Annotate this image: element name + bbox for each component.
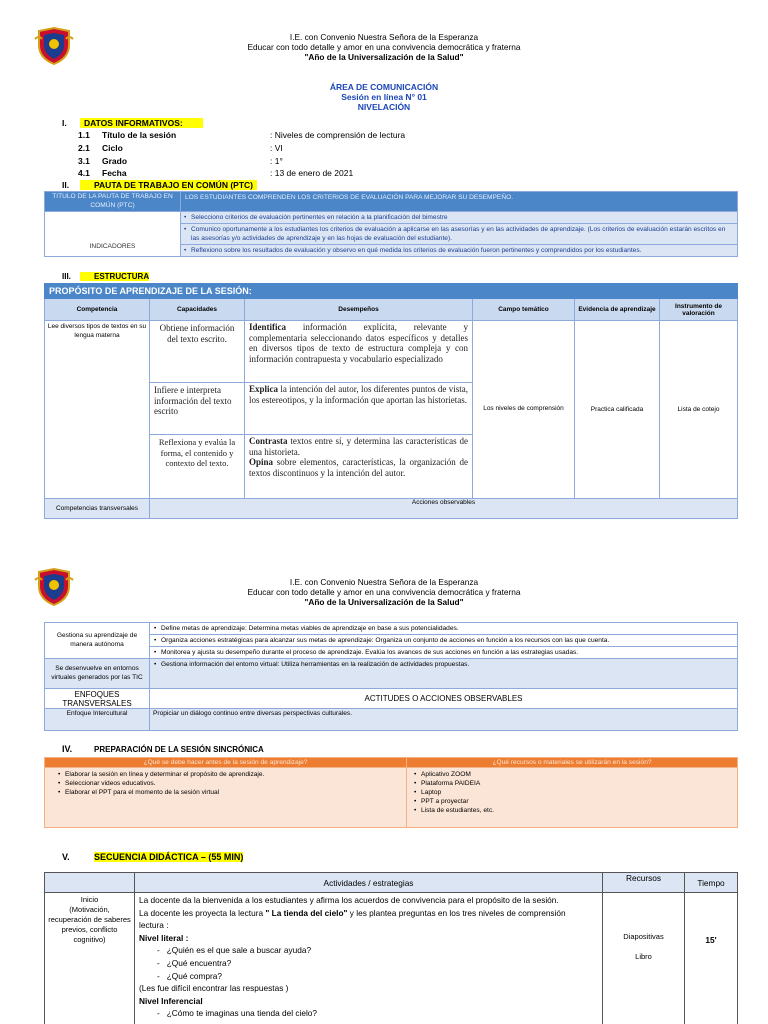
question-text: ¿Quién es el que sale a buscar ayuda? [166, 945, 312, 956]
section-5-heading [62, 852, 243, 862]
competencia-cell: Lee diversos tipos de textos en su lengua materna [45, 321, 150, 499]
desempeno-verb: Opina [249, 457, 274, 467]
indicator-item [181, 224, 738, 245]
literal-question: - ¿Qué encuentra? [157, 957, 232, 968]
prep-before-item: • Elaborar el PPT para el momento de la sesión virtual [57, 788, 394, 797]
desempeno-cell [245, 321, 473, 383]
indicator-item [181, 212, 738, 224]
transversal-item [150, 659, 738, 689]
school-name: I.E. con Convenio Nuestra Señora de la Esperanza [289, 32, 479, 42]
col-evidencia: Evidencia de aprendizaje [575, 299, 660, 321]
info-value: : 13 de enero de 2021 [270, 168, 354, 178]
transversales-label: Competencias transversales [45, 499, 150, 519]
prep-resource-item: • PPT a proyectar [413, 797, 731, 806]
page-2 [0, 560, 768, 1024]
question-text: ¿Qué encuentra? [166, 957, 232, 968]
desempeno-cell [245, 435, 473, 499]
school-motto: Educar con todo detalle y amor en una convivencia democrática y fraterna [247, 42, 521, 52]
activity-line: lectura : [139, 920, 169, 931]
resource-item: Diapositivas [623, 932, 664, 941]
col-capacidades: Capacidades [150, 299, 245, 321]
phase-description: (Motivación, recuperación de saberes previos, conflicto cognitivo) [48, 905, 131, 944]
info-label: Grado [102, 156, 128, 166]
reading-title: " La tienda del cielo" [265, 907, 348, 918]
indicator-text: • Selecciono criterios de evaluación pertinentes en relación a la planificación del bimestre [183, 213, 735, 222]
area-title: ÁREA DE COMUNICACIÓN [329, 82, 439, 92]
transversal-item [150, 623, 738, 635]
transversal-text: • Gestiona información del entorno virtual: Utiliza herramientas en la realización de actividades propuestas. [153, 660, 734, 669]
desempeno-text: información explícita, relevante y complementaria seleccionando datos específicos y detalles en diversos tipos de texto de estructura compleja y con información contrapuesta y vocabulario especializado [249, 322, 468, 364]
activity-line [139, 907, 598, 920]
seq-resources-cell [603, 893, 685, 1024]
prep-resources-list [407, 768, 738, 828]
activity-text: y les plantea preguntas en los tres niveles de comprensión [347, 907, 566, 918]
question-text: ¿Qué compra? [166, 970, 223, 981]
session-number: Sesión en línea N° 01 [341, 92, 427, 102]
prep-col-resources: ¿Qué recursos o materiales se utilizarán en la sesión? [407, 758, 738, 768]
prep-before-list [45, 768, 407, 828]
resource-item: Libro [635, 952, 652, 961]
seq-time-cell: 15' [685, 893, 738, 1024]
prep-resource-item: • Aplicativo ZOOM [413, 770, 731, 779]
indicator-text: • Reflexiono sobre los resultados de evaluación y observo en qué medida los criterios de evaluación fueron pertinentes y comprendidos por los estudiantes. [183, 246, 735, 255]
info-value: : Niveles de comprensión de lectura [270, 130, 406, 140]
year-name: "Año de la Universalización de la Salud" [304, 597, 464, 607]
school-header [0, 32, 768, 62]
info-value: : VI [270, 143, 283, 153]
info-num: 3.1 [78, 156, 90, 166]
literal-question: - ¿Qué compra? [157, 970, 223, 981]
seq-col-phase [45, 873, 135, 893]
info-value: : 1° [270, 156, 283, 166]
prep-col-before: ¿Qué se debe hacer antes de la sesión de aprendizaje? [45, 758, 407, 768]
section-5-title: SECUENCIA DIDÁCTICA – (55 MIN) [94, 852, 244, 862]
level-literal: Nivel literal : [139, 932, 189, 943]
actitudes-label: ACTITUDES O ACCIONES OBSERVABLES [150, 689, 738, 709]
seq-phase-cell [45, 893, 135, 1024]
section-4-number: IV. [62, 744, 73, 754]
inferential-question: - ¿Cómo te imaginas una tienda del cielo? [157, 1008, 318, 1019]
enfoque-name: Enfoque Intercultural [45, 709, 150, 731]
info-label: Título de la sesión [102, 130, 177, 140]
capacidad-cell: Reflexiona y evalúa la forma, el contenido y contexto del texto. [150, 435, 245, 499]
transversal-item [150, 647, 738, 659]
section-3-number: III. [62, 272, 71, 281]
ptc-table [44, 191, 738, 257]
activity-note: (Les fue difícil encontrar las respuestas ) [139, 983, 289, 994]
col-instrumento: Instrumento de valoración [660, 299, 738, 321]
prep-before-item: • Seleccionar videos educativos. [57, 779, 394, 788]
col-campo: Campo temático [473, 299, 575, 321]
desempeno-text: la intención del autor, los diferentes puntos de vista, los estereotipos, y la información que aportan las historietas. [249, 384, 468, 405]
seq-activities-cell [135, 893, 603, 1024]
section-3-title: ESTRUCTURA [80, 272, 149, 281]
info-num: 1.1 [78, 130, 90, 140]
purpose-table [44, 283, 738, 519]
campo-cell: Los niveles de comprensión [473, 321, 575, 499]
section-2-heading [62, 180, 257, 190]
ptc-title-label: TITULO DE LA PAUTA DE TRABAJO EN COMÚN (PTC) [45, 192, 181, 212]
info-num: 4.1 [78, 168, 90, 178]
literal-question: - ¿Quién es el que sale a buscar ayuda? [157, 945, 312, 956]
acciones-label: Acciones observables [150, 499, 738, 519]
enfoques-label: ENFOQUES TRANSVERSALES [45, 689, 150, 709]
enfoque-text: Propiciar un diálogo continuo entre diversas perspectivas culturales. [150, 709, 738, 731]
school-header [0, 577, 768, 607]
capacidad-cell: Obtiene información del texto escrito. [150, 321, 245, 383]
indicators-label: INDICADORES [45, 212, 181, 257]
purpose-table-title: PROPÓSITO DE APRENDIZAJE DE LA SESIÓN: [45, 284, 738, 299]
info-label: Ciclo [102, 143, 123, 153]
info-label: Fecha [102, 168, 127, 178]
question-text: ¿Cómo te imaginas una tienda del cielo? [166, 1008, 318, 1019]
desempeno-verb: Identifica [249, 322, 286, 332]
section-1-title: DATOS INFORMATIVOS: [80, 118, 203, 128]
area-heading [0, 82, 768, 112]
desempeno-verb: Contrasta [249, 436, 288, 446]
seq-col-activities: Actividades / estrategias [135, 873, 603, 893]
desempeno-text: textos entre sí, y determina las características de una historieta. [249, 436, 468, 457]
info-num: 2.1 [78, 143, 90, 153]
transversal-text: • Organiza acciones estratégicas para alcanzar sus metas de aprendizaje: Organiza un conjunto de acciones en función a los recursos con las que cuenta. [153, 636, 734, 645]
section-2-title: PAUTA DE TRABAJO EN COMÚN (PTC) [80, 180, 257, 190]
indicator-item [181, 245, 738, 257]
seq-col-resources: Recursos [603, 873, 685, 893]
prep-resource-item: • Plataforma PAIDEIA [413, 779, 731, 788]
preparation-table [44, 757, 738, 828]
transversal-table [44, 622, 738, 731]
session-level: NIVELACIÓN [357, 102, 411, 112]
capacidad-cell: Infiere e interpreta información del texto escrito [150, 383, 245, 435]
desempeno-text: sobre elementos, características, la organización de textos discontinuos y la intención del autor. [249, 457, 468, 478]
prep-resource-item: • Laptop [413, 788, 731, 797]
desempeno-cell [245, 383, 473, 435]
level-inferential: Nivel Inferencial [139, 995, 203, 1006]
transversal-item [150, 635, 738, 647]
col-competencia: Competencia [45, 299, 150, 321]
desempeno-verb: Explica [249, 384, 279, 394]
evidencia-cell: Practica calificada [575, 321, 660, 499]
transversal-text: • Monitorea y ajusta su desempeño durante el proceso de aprendizaje. Evalúa los avances de sus acciones en función a las estrategias usadas. [153, 648, 734, 657]
section-5-number: V. [62, 852, 70, 862]
prep-resource-item: • Lista de estudiantes, etc. [413, 806, 731, 815]
activity-line: La docente da la bienvenida a los estudiantes y afirma los acuerdos de convivencia para el propósito de la sesión. [139, 895, 559, 905]
indicator-text: • Comunico oportunamente a los estudiantes los criterios de evaluación a aplicarse en las asesorías y en las actividades de aprendizaje. (Los criterios de evaluación estarán escritos en las asesorías y/o actividades de aprendizaje y en las hojas de evaluación del estudiante). [183, 225, 735, 243]
school-name: I.E. con Convenio Nuestra Señora de la Esperanza [289, 577, 479, 587]
activity-text: La docente les proyecta la lectura [139, 907, 264, 918]
section-1-heading [62, 118, 203, 128]
sequence-table [44, 872, 738, 1024]
school-motto: Educar con todo detalle y amor en una convivencia democrática y fraterna [247, 587, 521, 597]
section-4-heading [62, 744, 264, 755]
section-3-heading [62, 272, 149, 282]
ptc-title-value: LOS ESTUDIANTES COMPRENDEN LOS CRITERIOS DE EVALUACIÓN PARA MEJORAR SU DESEMPEÑO. [181, 192, 738, 212]
col-desempenos: Desempeños [245, 299, 473, 321]
transversal-label: Gestiona su aprendizaje de manera autónoma [45, 623, 150, 659]
instrumento-cell: Lista de cotejo [660, 321, 738, 499]
phase-title: Inicio [80, 895, 99, 904]
seq-col-time: Tiempo [685, 873, 738, 893]
section-4-title: PREPARACIÓN DE LA SESIÓN SINCRÓNICA [94, 745, 264, 754]
year-name: "Año de la Universalización de la Salud" [304, 52, 464, 62]
transversal-text: • Define metas de aprendizaje: Determina metas viables de aprendizaje en base a sus potencialidades. [153, 624, 734, 633]
section-2-number: II. [62, 180, 70, 190]
prep-before-item: • Elaborar la sesión en línea y determinar el propósito de aprendizaje. [57, 770, 394, 779]
section-1-number: I. [62, 118, 67, 128]
transversal-label: Se desenvuelve en entornos virtuales generados por las TIC [45, 659, 150, 689]
